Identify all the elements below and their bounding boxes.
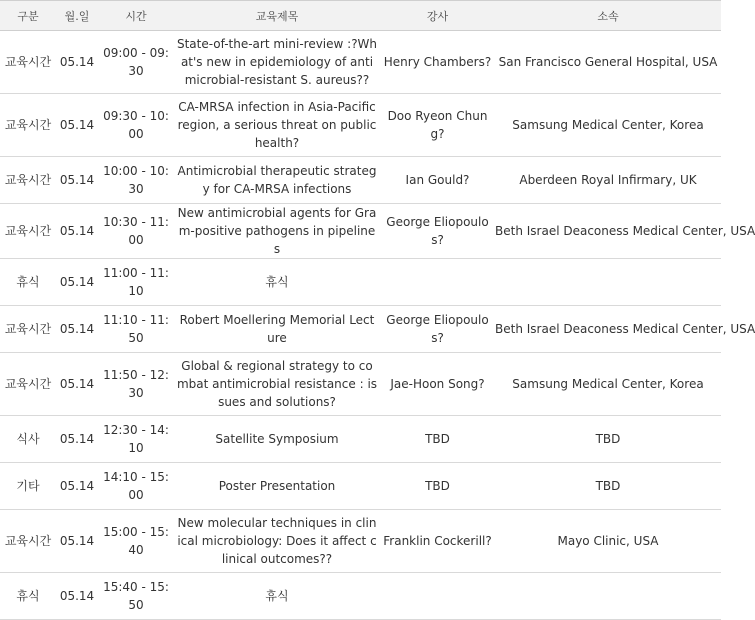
date-cell: 05.14 <box>56 463 98 510</box>
time-text: 14:10 - 15:00 <box>103 470 169 502</box>
date-cell: 05.14 <box>56 259 98 306</box>
title-cell: 휴식 <box>174 259 380 306</box>
affiliation-cell <box>495 259 721 306</box>
date-cell: 05.14 <box>56 94 98 157</box>
header-row <box>0 1 721 31</box>
category-cell: 휴식 <box>0 573 56 620</box>
date-cell: 05.14 <box>56 157 98 204</box>
time-text: 11:00 - 11:10 <box>103 266 169 298</box>
category-cell: 식사 <box>0 416 56 463</box>
category-cell: 기타 <box>0 463 56 510</box>
category-cell: 교육시간 <box>0 204 56 259</box>
date-cell: 05.14 <box>56 416 98 463</box>
affiliation-cell: Aberdeen Royal Infirmary, UK <box>495 157 721 204</box>
time-text: 09:30 - 10:00 <box>103 109 169 141</box>
title-cell: New antimicrobial agents for Gram-positive pathogens in pipelines <box>174 204 380 259</box>
affiliation-cell: Mayo Clinic, USA <box>495 510 721 573</box>
time-cell <box>98 31 174 94</box>
title-cell: Robert Moellering Memorial Lecture <box>174 306 380 353</box>
speaker-cell: TBD <box>380 416 495 463</box>
date-cell: 05.14 <box>56 31 98 94</box>
title-cell: New molecular techniques in clinical microbiology: Does it affect clinical outcomes?? <box>174 510 380 573</box>
affiliation-cell: Samsung Medical Center, Korea <box>495 353 721 416</box>
title-cell: Poster Presentation <box>174 463 380 510</box>
table-row <box>0 31 721 94</box>
time-cell <box>98 510 174 573</box>
time-cell <box>98 259 174 306</box>
category-cell: 교육시간 <box>0 94 56 157</box>
table-row <box>0 204 721 259</box>
table-row <box>0 353 721 416</box>
affiliation-cell: TBD <box>495 463 721 510</box>
time-text: 12:30 - 14:10 <box>103 423 169 455</box>
time-cell <box>98 157 174 204</box>
header-speaker: 강사 <box>380 1 495 31</box>
time-text: 15:00 - 15:40 <box>103 525 169 557</box>
affiliation-cell: San Francisco General Hospital, USA <box>495 31 721 94</box>
time-cell <box>98 94 174 157</box>
speaker-cell: TBD <box>380 463 495 510</box>
speaker-cell <box>380 573 495 620</box>
time-text: 11:50 - 12:30 <box>103 368 169 400</box>
title-cell: CA-MRSA infection in Asia-Pacific region, a serious threat on public health? <box>174 94 380 157</box>
affiliation-cell: Beth Israel Deaconess Medical Center, USA <box>495 306 721 353</box>
date-cell: 05.14 <box>56 204 98 259</box>
affiliation-cell <box>495 573 721 620</box>
date-cell: 05.14 <box>56 510 98 573</box>
table-row <box>0 157 721 204</box>
speaker-cell: George Eliopoulos? <box>380 204 495 259</box>
speaker-cell: Ian Gould? <box>380 157 495 204</box>
speaker-cell <box>380 259 495 306</box>
title-cell: Satellite Symposium <box>174 416 380 463</box>
category-cell: 교육시간 <box>0 157 56 204</box>
time-cell <box>98 306 174 353</box>
speaker-cell: George Eliopoulos? <box>380 306 495 353</box>
category-cell: 교육시간 <box>0 353 56 416</box>
time-text: 15:40 - 15:50 <box>103 580 169 612</box>
table-row <box>0 463 721 510</box>
table-row <box>0 416 721 463</box>
time-cell <box>98 573 174 620</box>
speaker-cell: Jae-Hoon Song? <box>380 353 495 416</box>
date-cell: 05.14 <box>56 573 98 620</box>
header-affiliation: 소속 <box>495 1 721 31</box>
table-row <box>0 94 721 157</box>
category-cell: 교육시간 <box>0 306 56 353</box>
table-row <box>0 259 721 306</box>
speaker-cell: Henry Chambers? <box>380 31 495 94</box>
time-text: 10:00 - 10:30 <box>103 164 169 196</box>
time-text: 09:00 - 09:30 <box>103 46 169 78</box>
time-cell <box>98 463 174 510</box>
time-text: 11:10 - 11:50 <box>103 313 169 345</box>
title-cell: State-of-the-art mini-review :?What's new in epidemiology of antimicrobial-resistant S. aureus?? <box>174 31 380 94</box>
header-date: 월.일 <box>56 1 98 31</box>
title-cell: 휴식 <box>174 573 380 620</box>
time-cell <box>98 416 174 463</box>
title-cell: Global & regional strategy to combat antimicrobial resistance : issues and solutions? <box>174 353 380 416</box>
header-time: 시간 <box>98 1 174 31</box>
table-row <box>0 573 721 620</box>
table-row <box>0 510 721 573</box>
time-cell <box>98 204 174 259</box>
speaker-cell: Doo Ryeon Chung? <box>380 94 495 157</box>
date-cell: 05.14 <box>56 353 98 416</box>
time-cell <box>98 353 174 416</box>
title-cell: Antimicrobial therapeutic strategy for CA-MRSA infections <box>174 157 380 204</box>
table-row <box>0 306 721 353</box>
date-cell: 05.14 <box>56 306 98 353</box>
category-cell: 휴식 <box>0 259 56 306</box>
speaker-cell: Franklin Cockerill? <box>380 510 495 573</box>
header-title: 교육제목 <box>174 1 380 31</box>
category-cell: 교육시간 <box>0 510 56 573</box>
affiliation-cell: Beth Israel Deaconess Medical Center, USA <box>495 204 721 259</box>
header-category: 구분 <box>0 1 56 31</box>
category-cell: 교육시간 <box>0 31 56 94</box>
affiliation-cell: TBD <box>495 416 721 463</box>
affiliation-cell: Samsung Medical Center, Korea <box>495 94 721 157</box>
time-text: 10:30 - 11:00 <box>103 215 169 247</box>
